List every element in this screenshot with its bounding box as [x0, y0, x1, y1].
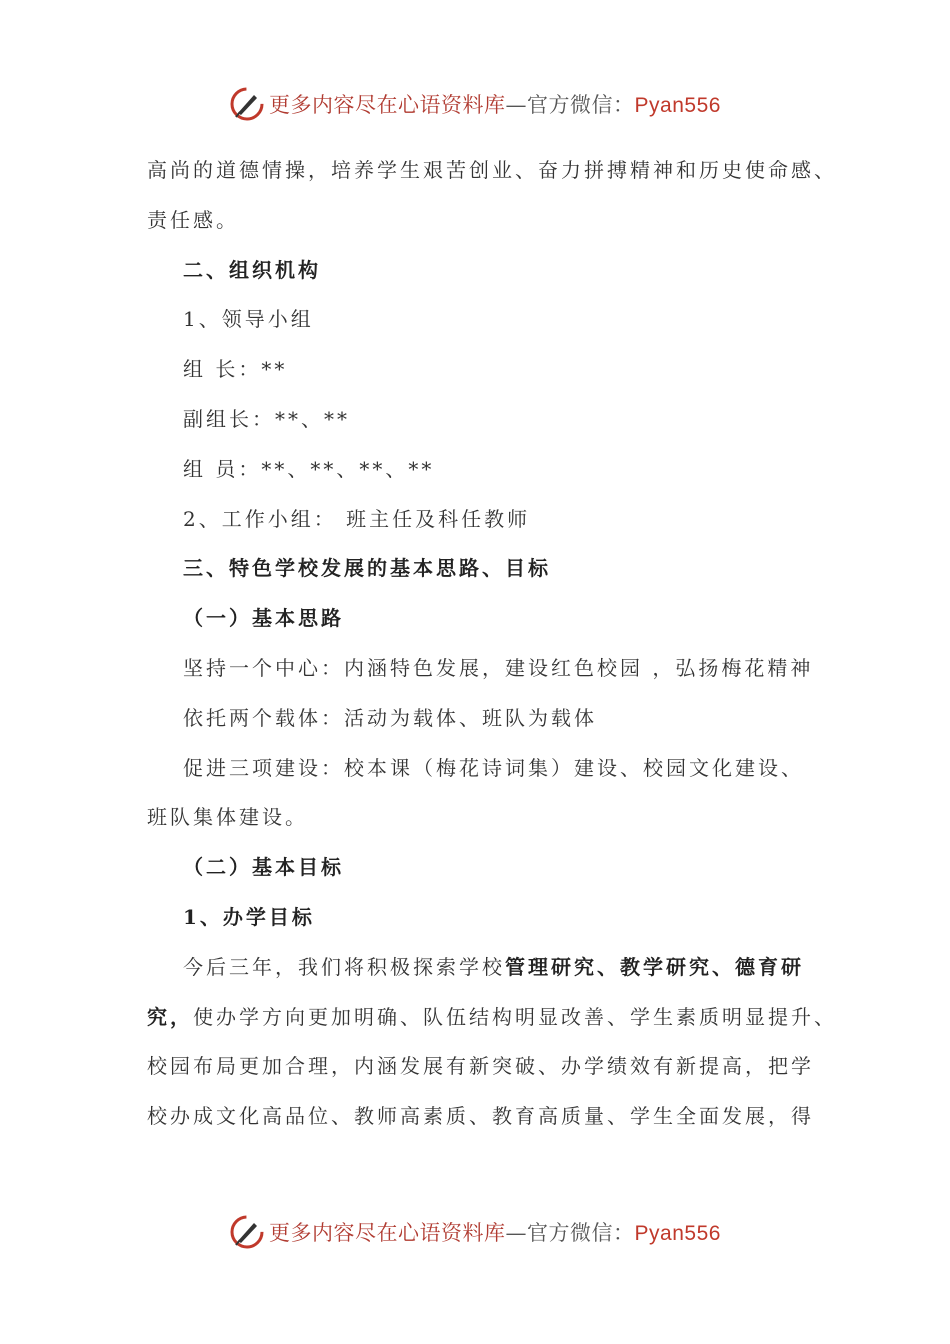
banner-text [269, 1217, 721, 1247]
paragraph-line: 促进三项建设：校本课（梅花诗词集）建设、校园文化建设、 [183, 755, 804, 780]
document-body [147, 150, 837, 1146]
paragraph-line: 责任感。 [147, 207, 239, 232]
banner-wechat-id: Pyan556 [634, 94, 721, 117]
paragraph-line: 校办成文化高品位、教师高素质、教育高质量、学生全面发展，得 [147, 1104, 814, 1129]
banner-brand: 更多内容尽在心语资料库 [269, 93, 506, 117]
banner-wechat-id: Pyan556 [634, 1222, 721, 1245]
subheading: 2、工作小组： 班主任及科任教师 [183, 506, 531, 531]
banner-text [269, 89, 721, 119]
subsection-heading: （二）基本目标 [183, 855, 344, 880]
banner-wechat-label: 官方微信： [527, 93, 635, 117]
paragraph-line: 班队集体建设。 [147, 805, 308, 830]
banner-dash: — [505, 1221, 528, 1245]
paragraph-line [147, 997, 837, 1047]
quill-logo-icon [229, 1214, 265, 1250]
bold-text: 管理研究、教学研究、德育研 [505, 954, 804, 979]
bold-text: 究， [147, 1004, 193, 1029]
subheading: 1、办学目标 [183, 904, 315, 929]
quill-logo-icon [229, 86, 265, 122]
paragraph-line: 坚持一个中心：内涵特色发展，建设红色校园 ，弘扬梅花精神 [183, 655, 814, 680]
paragraph-line: 高尚的道德情操，培养学生艰苦创业、奋力拼搏精神和历史使命感、 [147, 158, 837, 182]
banner-wechat-label: 官方微信： [527, 1221, 635, 1245]
banner-brand: 更多内容尽在心语资料库 [269, 1221, 506, 1245]
paragraph-text: 使办学方向更加明确、队伍结构明显改善、学生素质明显提升、 [193, 1004, 837, 1029]
member-line: 组 长：** [183, 357, 288, 382]
banner-dash: — [505, 93, 528, 117]
subsection-heading: （一）基本思路 [183, 606, 344, 631]
footer-banner [0, 1212, 950, 1252]
paragraph-line: 校园布局更加合理，内涵发展有新突破、办学绩效有新提高，把学 [147, 1054, 814, 1079]
member-line: 副组长：**、** [183, 406, 350, 431]
section-heading: 三、特色学校发展的基本思路、目标 [183, 556, 551, 581]
header-banner [0, 84, 950, 124]
paragraph-line [147, 947, 827, 997]
subheading: 1、领导小组 [183, 307, 314, 332]
paragraph-line: 依托两个载体：活动为载体、班队为载体 [183, 705, 597, 730]
member-line: 组 员：**、**、**、** [183, 456, 435, 481]
section-heading: 二、组织机构 [183, 257, 321, 282]
paragraph-text: 今后三年，我们将积极探索学校 [183, 954, 505, 979]
